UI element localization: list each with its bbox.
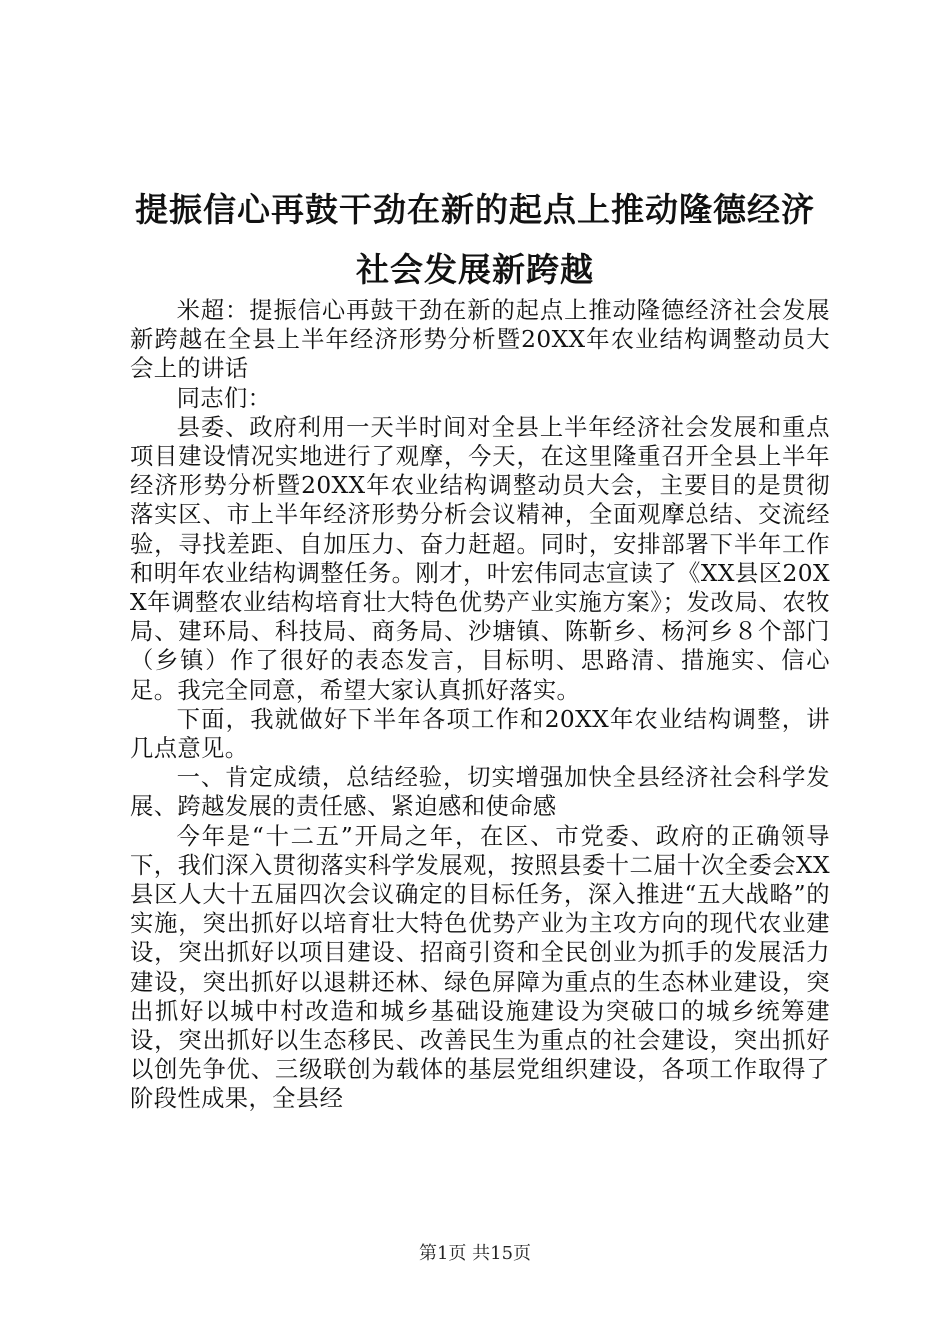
speech-heading-paragraph: 米超：提振信心再鼓干劲在新的起点上推动隆德经济社会发展新跨越在全县上半年经济形势分析暨20XX年农业结构调整动员大会上的讲话 <box>130 297 830 383</box>
title-line-2: 社会发展新跨越 <box>356 250 594 290</box>
document-body <box>130 296 830 1114</box>
title-line-1: 提振信心再鼓干劲在新的起点上推动隆德经济 <box>135 190 815 230</box>
body-paragraph: 县委、政府利用一天半时间对全县上半年经济社会发展和重点项目建设情况实地进行了观摩，今天，在这里隆重召开全县上半年经济形势分析暨20XX年农业结构调整动员大会，主要目的是贯彻落实区、市上半年经济形势分析会议精神，全面观摩总结、交流经验，寻找差距、自加压力、奋力赶超。同时，安排部署下半年工作和明年农业结构调整任务。刚才，叶宏伟同志宣读了《XX县区20XX年调整农业结构培育壮大特色优势产业实施方案》；发改局、农牧局、建环局、科技局、商务局、沙塘镇、陈靳乡、杨河乡８个部门（乡镇）作了很好的表态发言，目标明、思路清、措施实、信心足。我完全同意，希望大家认真抓好落实。 <box>130 413 830 704</box>
page-indicator: 第1页 共15页 <box>418 1243 532 1264</box>
body-paragraph: 下面，我就做好下半年各项工作和20XX年农业结构调整，讲几点意见。 <box>130 705 830 763</box>
body-paragraph: 今年是“十二五”开局之年，在区、市党委、政府的正确领导下，我们深入贯彻落实科学发展观，按照县委十二届十次全委会XX县区人大十五届四次会议确定的目标任务，深入推进“五大战略”的实施，突出抓好以培育壮大特色优势产业为主攻方向的现代农业建设，突出抓好以项目建设、招商引资和全民创业为抓手的发展活力建设，突出抓好以退耕还林、绿色屏障为重点的生态林业建设，突出抓好以城中村改造和城乡基础设施建设为突破口的城乡统筹建设，突出抓好以生态移民、改善民生为重点的社会建设，突出抓好以创先争优、三级联创为载体的基层党组织建设，各项工作取得了阶段性成果，全县经 <box>130 822 830 1113</box>
salutation-paragraph: 同志们： <box>176 384 272 412</box>
document-title <box>120 180 830 300</box>
section-heading-paragraph: 一、肯定成绩，总结经验，切实增强加快全县经济社会科学发展、跨越发展的责任感、紧迫感和使命感 <box>130 764 830 821</box>
